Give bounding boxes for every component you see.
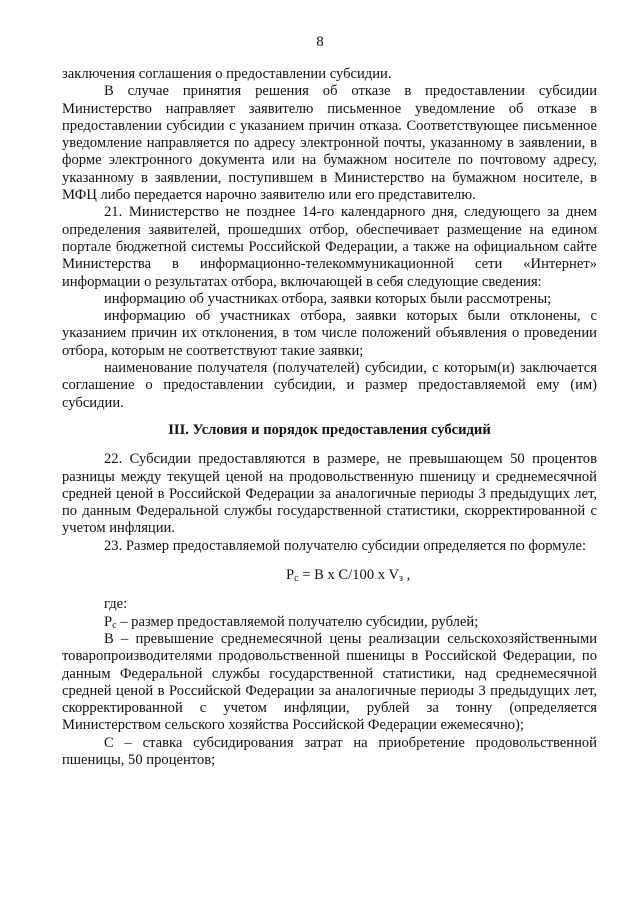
section-heading: III. Условия и порядок предоставления субсидий xyxy=(168,421,491,438)
formula-lhs-subscript: c xyxy=(294,573,299,585)
paragraph: 22. Субсидии предоставляются в размере, не превышающем 50 процентов разницы между текущей ценой на продовольственную пшеницу и среднемесячной средней ценой в Российской Федерации за аналогичные периоды 3 предыдущих лет, по данным Федеральной службы государственной статистики, скорректированной с учетом инфляции. xyxy=(62,451,597,537)
paragraph: заключения соглашения о предоставлении субсидии. xyxy=(62,66,392,82)
formula-body: = B x C/100 x V xyxy=(298,567,399,584)
paragraph xyxy=(62,614,597,631)
paragraph: 23. Размер предоставляемой получателю субсидии определяется по формуле: xyxy=(104,537,587,554)
paragraph: информацию об участниках отбора, заявки которых были рассмотрены; xyxy=(104,290,552,307)
paragraph: 21. Министерство не позднее 14-го календарного дня, следующего за днем определения заявителей, прошедших отбор, обеспечивает размещение на едином портале бюджетной системы Российской Федерации, а также на официальном сайте Министерства в информационно-телекоммуникационной сети «Интернет» информации о результатах отбора, включающей в себя следующие сведения: xyxy=(62,204,597,290)
paragraph: С – ставка субсидирования затрат на приобретение продовольственной пшеницы, 50 процентов; xyxy=(62,734,597,768)
formula-rhs-subscript: з xyxy=(398,573,403,585)
formula-tail: , xyxy=(402,567,411,584)
formula-lhs: P xyxy=(286,567,295,584)
variable-definition: – размер предоставляемой получателю субсидии, рублей; xyxy=(116,613,479,630)
paragraph: В – превышение среднемесячной цены реализации сельскохозяйственными товаропроизводителями продовольственной пшеницы в Российской Федерации, по данным Федеральной службы государственной статистики, над среднемесячной средней ценой в Российской Федерации за аналогичные периоды 3 предыдущих лет, скорректированной с учетом инфляции, рублей за тонну (определяется Министерством сельского хозяйства Российской Федерации ежемесячно); xyxy=(62,630,597,734)
document-body xyxy=(62,66,597,769)
paragraph: информацию об участниках отбора, заявки которых были отклонены, с указанием причин их отклонения, в том числе положений объявления о проведении отбора, которым не соответствуют такие заявки; xyxy=(62,308,597,359)
paragraph: В случае принятия решения об отказе в предоставлении субсидии Министерство направляет заявителю письменное уведомление об отказе в предоставлении субсидии с указанием причин отказа. Соответствующее письменное уведомление направляется по адресу электронной почты, указанному в заявлении, в форме электронного документа или на бумажном носителе по почтовому адресу, указанному в заявлении, поступившем в Министерство на бумажном носителе, в МФЦ либо передается нарочно заявителю или его представителю. xyxy=(62,83,597,204)
variable-subscript: c xyxy=(112,619,117,631)
page-number: 8 xyxy=(316,34,324,50)
variable-symbol: P xyxy=(104,613,113,630)
paragraph: где: xyxy=(104,596,128,613)
formula xyxy=(62,567,597,584)
paragraph: наименование получателя (получателей) субсидии, с которым(и) заключается соглашение о предоставлении субсидии, и размер предоставляемой ему (им) субсидии. xyxy=(62,360,597,411)
